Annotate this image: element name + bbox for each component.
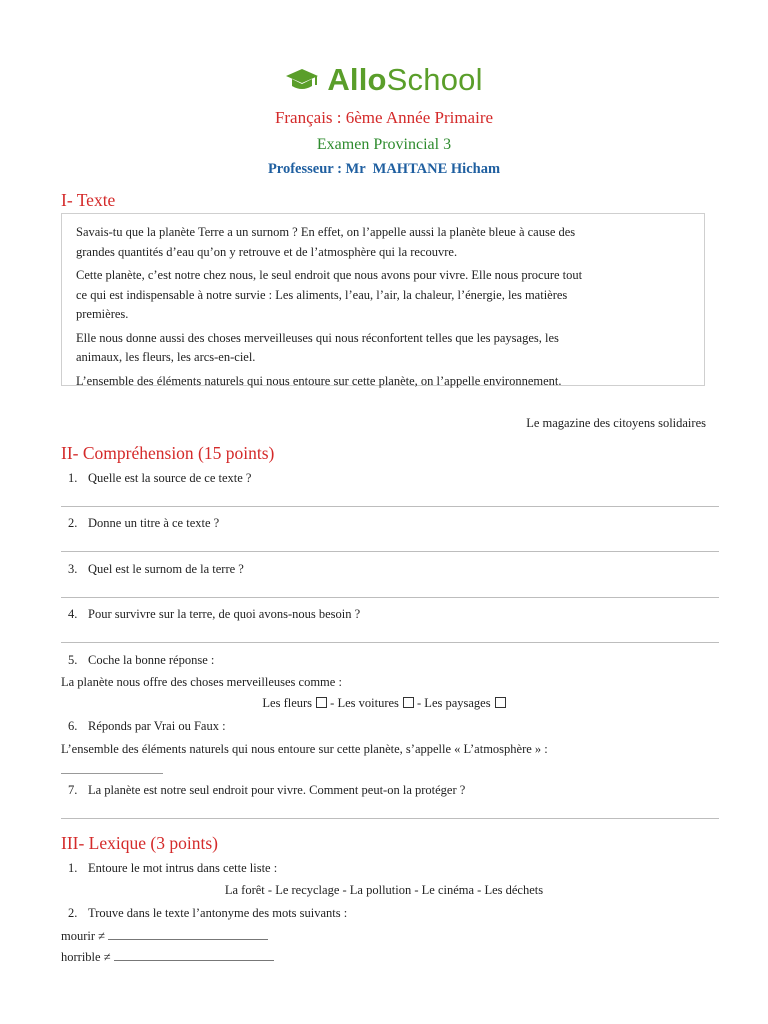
- answer-line-3[interactable]: [61, 597, 719, 598]
- lexique-question-1: 1. Entoure le mot intrus dans cette liste :: [68, 861, 278, 875]
- answer-line-1[interactable]: [61, 506, 719, 507]
- text-paragraph-2: Cette planète, c’est notre chez nous, le seul endroit que nous avons pour vivre. Elle nous procure tout ce qui est indispensable à notre survie : Les aliments, l’eau, l’air, la chaleur, l’énergie, les matières premières.: [76, 268, 583, 321]
- option-voitures-label: - Les voitures: [327, 696, 399, 710]
- teacher-name: Professeur : Mr MAHTANE Hicham: [267, 161, 501, 177]
- question-5-intro: La planète nous offre des choses merveilleuses comme :: [61, 675, 342, 689]
- alloschool-logo: [0, 62, 768, 98]
- comprehension-question-7: 7. La planète est notre seul endroit pour vivre. Comment peut-on la protéger ?: [68, 783, 466, 797]
- comprehension-question-6: 6. Réponds par Vrai ou Faux :: [68, 719, 226, 733]
- question-5-options: [0, 696, 768, 711]
- section-texte-title: I- Texte: [61, 190, 116, 210]
- graduation-cap-icon: [285, 67, 319, 93]
- comprehension-question-4: 4. Pour survivre sur la terre, de quoi avons-nous besoin ?: [68, 607, 361, 621]
- option-paysages-label: - Les paysages: [413, 696, 491, 710]
- checkbox-fleurs[interactable]: [316, 697, 327, 708]
- true-false-answer-line[interactable]: [61, 773, 163, 774]
- answer-line-4[interactable]: [61, 642, 719, 643]
- logo-text: AlloSchool: [327, 62, 483, 97]
- antonym-horrible: horrible ≠: [61, 950, 274, 965]
- reading-text-box: [61, 213, 705, 386]
- subject-title: Français : 6ème Année Primaire: [274, 108, 494, 127]
- checkbox-voitures[interactable]: [403, 697, 414, 708]
- comprehension-question-3: 3. Quel est le surnom de la terre ?: [68, 562, 244, 576]
- text-paragraph-4: L’ensemble des éléments naturels qui nous entoure sur cette planète, on l’appelle environnement.: [76, 373, 562, 388]
- comprehension-question-5: 5. Coche la bonne réponse :: [68, 653, 215, 667]
- answer-line-2[interactable]: [61, 551, 719, 552]
- lexique-question-2: 2. Trouve dans le texte l’antonyme des mots suivants :: [68, 906, 348, 920]
- text-paragraph-1: Savais-tu que la planète Terre a un surnom ? En effet, on l’appelle aussi la planète bleue à cause des grandes quantités d’eau qu’on y retrouve et de l’atmosphère qui la recouvre.: [76, 225, 576, 259]
- section-comprehension-title: II- Compréhension (15 points): [61, 443, 275, 463]
- checkbox-paysages[interactable]: [495, 697, 506, 708]
- question-6-statement: L’ensemble des éléments naturels qui nous entoure sur cette planète, s’appelle « L’atmosphère » :: [61, 742, 548, 756]
- text-source: Le magazine des citoyens solidaires: [526, 416, 706, 430]
- answer-line-7[interactable]: [61, 818, 719, 819]
- antonym-mourir-blank[interactable]: [108, 938, 268, 940]
- option-fleurs-label: Les fleurs: [262, 696, 313, 710]
- antonym-mourir: mourir ≠: [61, 929, 268, 944]
- intruder-word-list: La forêt - Le recyclage - La pollution - Le cinéma - Les déchets: [224, 883, 544, 897]
- antonym-horrible-blank[interactable]: [114, 959, 274, 961]
- comprehension-question-1: 1. Quelle est la source de ce texte ?: [68, 471, 252, 485]
- text-paragraph-3: Elle nous donne aussi des choses merveilleuses qui nous réconfortent telles que les paysages, les animaux, les fleurs, les arcs-en-ciel.: [76, 330, 559, 364]
- exam-title: Examen Provincial 3: [316, 136, 452, 153]
- comprehension-question-2: 2. Donne un titre à ce texte ?: [68, 516, 220, 530]
- section-lexique-title: III- Lexique (3 points): [61, 833, 218, 853]
